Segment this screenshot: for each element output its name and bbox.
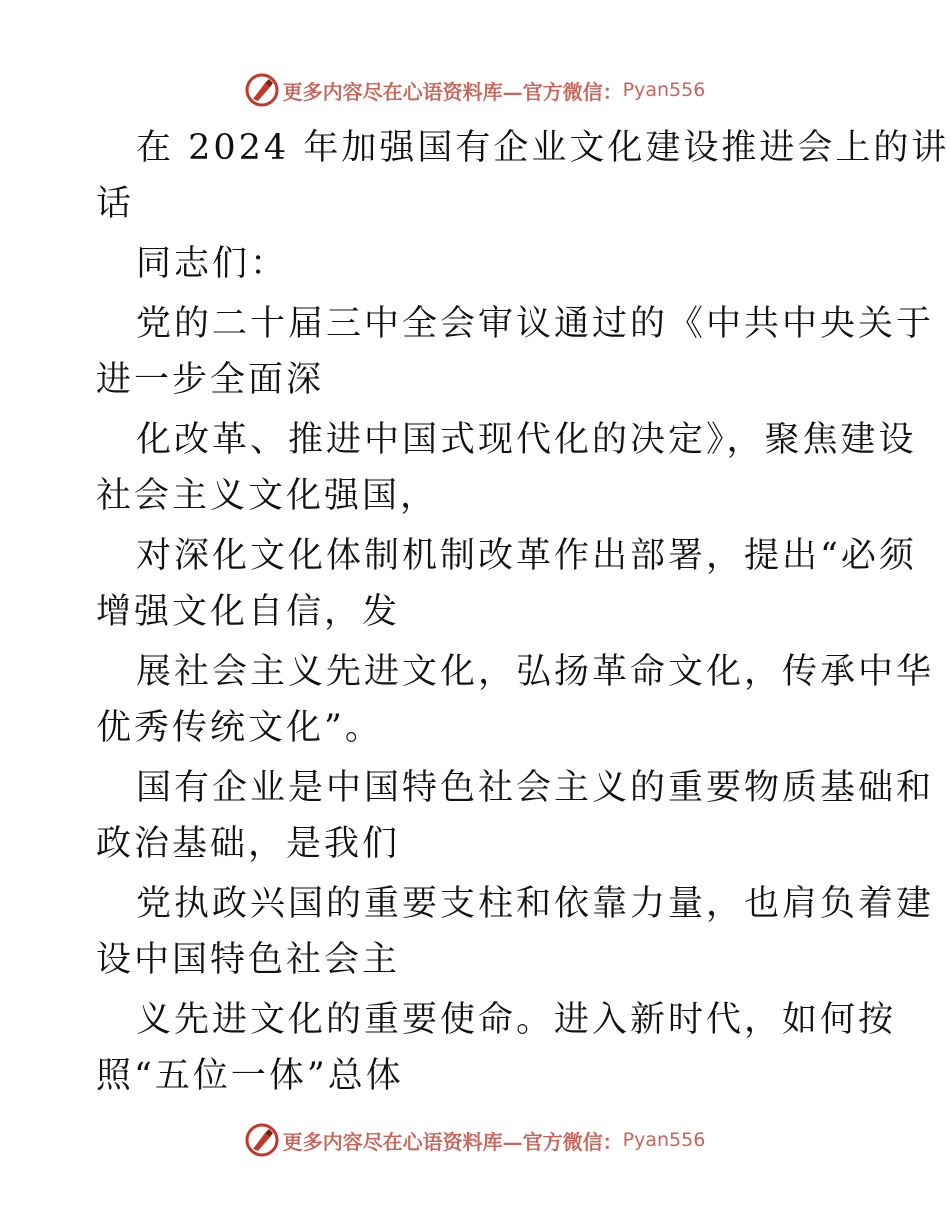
paragraph-line: 优秀传统文化”。 bbox=[96, 708, 383, 748]
paragraph-line: 照“五位一体”总体 bbox=[96, 1056, 404, 1096]
banner-wechat-id: Pyan556 bbox=[622, 79, 706, 101]
paragraph-line: 党的二十届三中全会审议通过的《中共中央关于 bbox=[136, 304, 935, 344]
paragraph-line: 设中国特色社会主 bbox=[96, 940, 401, 980]
banner-wechat-id: Pyan556 bbox=[622, 1129, 706, 1151]
paragraph-line: 增强文化自信，发 bbox=[96, 592, 401, 632]
paragraph-line: 义先进文化的重要使命。进入新时代，如何按 bbox=[136, 1000, 897, 1040]
paragraph-line: 国有企业是中国特色社会主义的重要物质基础和 bbox=[136, 768, 935, 808]
salutation: 同志们： bbox=[136, 244, 289, 284]
pen-logo-icon bbox=[245, 73, 279, 107]
paragraph-line: 对深化文化体制机制改革作出部署，提出“必须 bbox=[136, 536, 917, 576]
header-banner bbox=[0, 70, 950, 110]
paragraph-line: 党执政兴国的重要支柱和依靠力量，也肩负着建 bbox=[136, 884, 935, 924]
title-line-1: 在 2024 年加强国有企业文化建设推进会上的讲 bbox=[136, 128, 950, 168]
banner-text: 更多内容尽在心语资料库—官方微信： bbox=[282, 1129, 623, 1154]
paragraph-line: 政治基础，是我们 bbox=[96, 824, 401, 864]
paragraph-line: 展社会主义先进文化，弘扬革命文化，传承中华 bbox=[136, 652, 935, 692]
paragraph-line: 社会主义文化强国， bbox=[96, 476, 439, 516]
paragraph-line: 化改革、推进中国式现代化的决定》，聚焦建设 bbox=[136, 420, 917, 460]
footer-banner bbox=[0, 1120, 950, 1160]
pen-logo-icon bbox=[245, 1123, 279, 1157]
title-line-2: 话 bbox=[96, 184, 135, 224]
banner-text: 更多内容尽在心语资料库—官方微信： bbox=[282, 79, 623, 104]
paragraph-line: 进一步全面深 bbox=[96, 360, 325, 400]
